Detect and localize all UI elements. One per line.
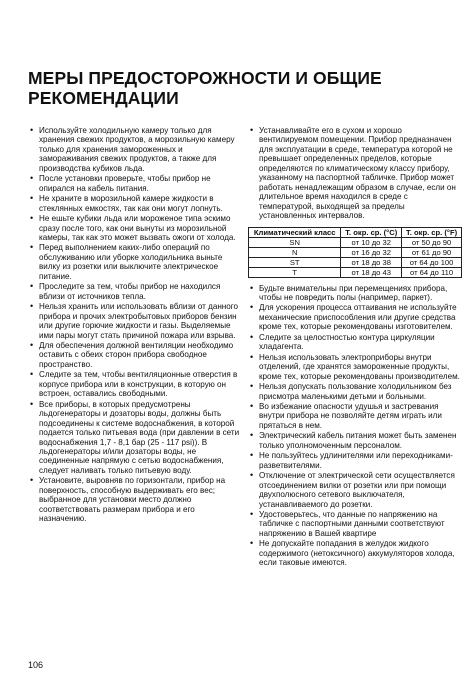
- list-item: • Не пользуйтесь удлинителями или переходниками-разветвителями.: [248, 451, 462, 470]
- list-item: • Отключение от электрической сети осуществляется отсоединением вилки от розетки или при помощи двухполюсного сетевого выключателя, устанавливаемого до розетки.: [248, 471, 462, 509]
- right-bullet-list-top: [248, 126, 462, 221]
- table-cell: SN: [249, 237, 341, 247]
- list-item: • Перед выполнением каких-либо операций по обслуживанию или уборке холодильника выньте вилку из розетки или выключите электрическое питание.: [28, 243, 240, 281]
- list-item: • Не допускайте попадания в желудок жидкого содержимого (нетоксичного) аккумуляторов холода, если таковые имеются.: [248, 539, 462, 567]
- list-item: • Нельзя хранить или использовать вблизи от данного прибора и прочих электробытовых приборов бензин или другие горючие жидкости и газы. Выделяемые ими пары могут стать причиной пожара или взрыва.: [28, 302, 240, 340]
- left-column: [28, 126, 240, 525]
- list-item: • Устанавливайте его в сухом и хорошо вентилируемом помещении. Прибор предназначен для эксплуатации в среде, температура которой не превышает определенных пределов, которые определяются по климатическому классу прибору, указанному на паспортной табличке. Прибор может работать ненадлежащим образом в случае, если он длительное время находился в среде с температурой, выходящей за пределы установленных интервалов.: [248, 126, 462, 221]
- table-header-row: [249, 227, 462, 237]
- right-bullet-list-bottom: [248, 284, 462, 568]
- list-item: • Нельзя использовать электроприборы внутри отделений, где хранятся замороженные продукты, кроме тех, которые рекомендованы производителем.: [248, 353, 462, 381]
- list-item: • После установки проверьте, чтобы прибор не опирался на кабель питания.: [28, 174, 240, 193]
- table-cell: от 18 до 38: [341, 257, 402, 267]
- list-item: • Для ускорения процесса оттаивания не используйте механические приспособления или другие средства кроме тех, которые рекомендованы изготовителем.: [248, 303, 462, 331]
- table-cell: ST: [249, 257, 341, 267]
- list-item: • Не храните в морозильной камере жидкости в стеклянных емкостях, так как они могут лопнуть.: [28, 194, 240, 213]
- list-item: • Нельзя допускать пользование холодильником без присмотра маленькими детьми и больными.: [248, 382, 462, 401]
- list-item: • Не ешьте кубики льда или мороженое типа эскимо сразу после того, как они вынуты из морозильной камеры, так как это может вызвать ожоги от холода.: [28, 214, 240, 242]
- table-header-cell: Климатический класс: [249, 227, 341, 237]
- list-item: • Следите за тем, чтобы вентиляционные отверстия в корпусе прибора или в конструкции, в которую он встроен, оставались свободными.: [28, 370, 240, 398]
- table-cell: от 50 до 90: [402, 237, 462, 247]
- table-cell: от 61 до 90: [402, 247, 462, 257]
- list-item: • Используйте холодильную камеру только для хранения свежих продуктов, а морозильную камеру только для хранения замороженных и замораживания свежих продуктов, а также для производства кубиков льда.: [28, 126, 240, 173]
- table-cell: от 18 до 43: [341, 267, 402, 277]
- table-cell: от 10 до 32: [341, 237, 402, 247]
- climate-class-table: [248, 227, 462, 278]
- table-row: [249, 257, 462, 267]
- table-cell: N: [249, 247, 341, 257]
- list-item: • Установите, выровняв по горизонтали, прибор на поверхность, способную выдерживать его вес; выбранное для установки место должно соответствовать размерам прибора и его назначению.: [28, 476, 240, 523]
- table-cell: от 64 до 100: [402, 257, 462, 267]
- table-header-cell: Т. окр. ср. (°C): [341, 227, 402, 237]
- left-bullet-list: [28, 126, 240, 524]
- page-title: МЕРЫ ПРЕДОСТОРОЖНОСТИ И ОБЩИЕ РЕКОМЕНДАЦИИ: [28, 68, 382, 108]
- list-item: • Будьте внимательны при перемещениях прибора, чтобы не повредить полы (например, паркет).: [248, 284, 462, 303]
- list-item: • Удостоверьтесь, что данные по напряжению на табличке с паспортными данными соответствуют напряжению в Вашей квартире: [248, 510, 462, 538]
- table-cell: T: [249, 267, 341, 277]
- list-item: • Электрический кабель питания может быть заменен только уполномоченным персоналом.: [248, 431, 462, 450]
- page-number: 106: [28, 660, 44, 670]
- table-cell: от 16 до 32: [341, 247, 402, 257]
- table-cell: от 64 до 110: [402, 267, 462, 277]
- table-row: [249, 247, 462, 257]
- list-item: • Следите за целостностью контура циркуляции хладагента.: [248, 333, 462, 352]
- list-item: • Все приборы, в которых предусмотрены льдогенераторы и дозаторы воды, должны быть подсоединены к системе водоснабжения, в которой подается только питьевая вода (при давлении в сети водоснабжения 1,7 - 8,1 бар (25 - 117 psi)). В льдогенераторы и/или дозаторы воды, не соединенные напрямую с сетью водоснабжения, следует наливать только питьевую воду.: [28, 400, 240, 476]
- table-header-cell: Т. окр. ср. (°F): [402, 227, 462, 237]
- table-row: [249, 237, 462, 247]
- list-item: • Во избежание опасности удушья и застревания внутри прибора не позволяйте детям играть или прятаться в нем.: [248, 402, 462, 430]
- right-column: [248, 126, 462, 569]
- list-item: • Проследите за тем, чтобы прибор не находился вблизи от источников тепла.: [28, 282, 240, 301]
- list-item: • Для обеспечения должной вентиляции необходимо оставить с обеих сторон прибора свободное пространство.: [28, 341, 240, 369]
- table-row: [249, 267, 462, 277]
